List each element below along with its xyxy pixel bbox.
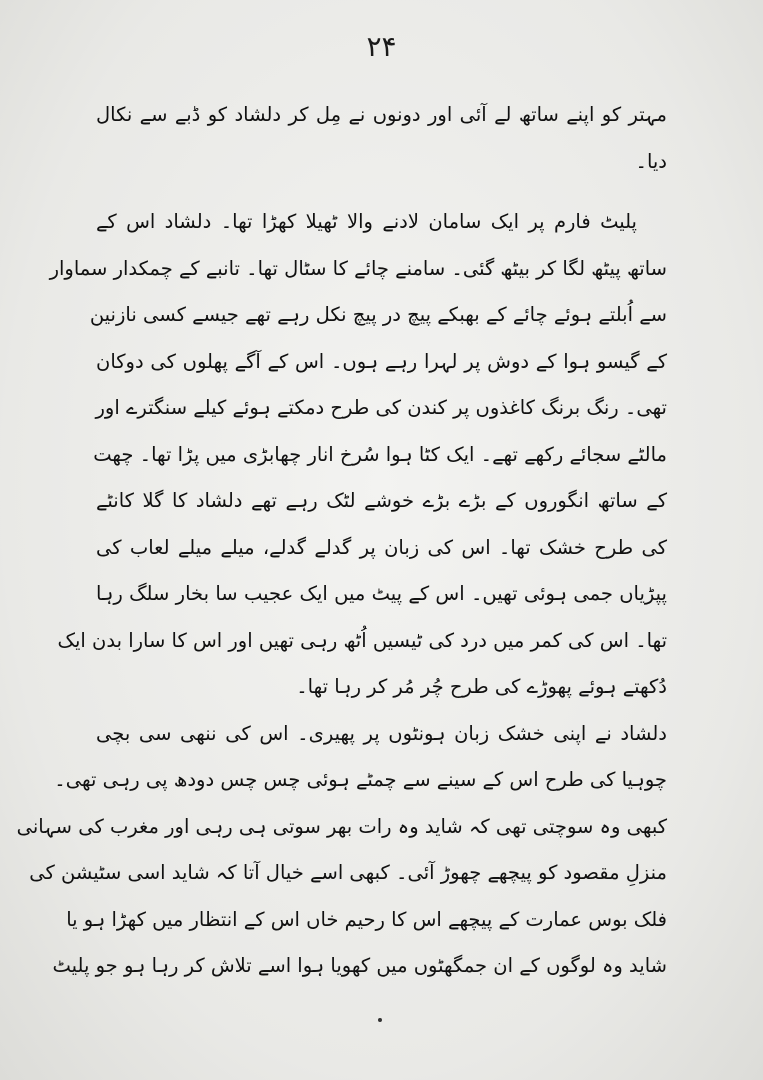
text-line: کی طرح خشک تھا۔ اس کی زبان پر گدلے گدلے، میلے میلے لعاب کی	[96, 535, 667, 559]
text-line: دُکھتے ہوئے پھوڑے کی طرح چُر مُر کر رہا تھا۔	[296, 675, 667, 698]
text-line: تھا۔ اس کی کمر میں درد کی ٹیسیں اُٹھ رہی تھیں اور اس کا سارا بدن ایک	[57, 628, 667, 652]
ink-dot	[378, 1018, 382, 1022]
text-line: تھی۔ رنگ برنگ کاغذوں پر کندن کی طرح دمکتے ہوئے کیلے سنگترے اور	[95, 396, 667, 419]
text-line: پلیٹ فارم پر ایک سامان لادنے والا ٹھیلا کھڑا تھا۔ دلشاد اس کے	[96, 210, 637, 233]
text-line: سے اُبلتے ہوئے چائے کے بھبکے پیچ در پیچ نکل رہے تھے جیسے کسی نازنین	[89, 303, 667, 326]
text-line: منزلِ مقصود کو پیچھے چھوڑ آئی۔ کبھی اسے خیال آتا کہ شاید اسی سٹیشن کی	[29, 861, 667, 884]
text-line: کے ساتھ انگوروں کے بڑے بڑے خوشے لٹک رہے تھے دلشاد کا گلا کانٹے	[96, 489, 667, 512]
text-line: دیا۔	[635, 149, 667, 173]
urdu-text-block	[16, 92, 667, 990]
page-number: ۲۴	[366, 30, 397, 63]
text-line: پپڑیاں جمی ہوئی تھیں۔ اس کے پیٹ میں ایک عجیب سا بخار سلگ رہا	[96, 582, 667, 605]
paragraph-gap	[96, 185, 667, 199]
text-line: فلک بوس عمارت کے پیچھے اس کا رحیم خاں اس کے انتظار میں کھڑا ہو یا	[66, 907, 667, 931]
text-line: کبھی وہ سوچتی تھی کہ شاید وہ رات بھر سوتی ہی رہی اور مغرب کی سہانی	[16, 814, 667, 838]
text-line: مہتر کو اپنے ساتھ لے آئی اور دونوں نے مِل کر دلشاد کو ڈبے سے نکال	[96, 103, 667, 126]
text-line: کے گیسو ہوا کے دوش پر لہرا رہے ہوں۔ اس کے آگے پھلوں کی دوکان	[96, 349, 667, 373]
text-line: چوہیا کی طرح اس کے سینے سے چمٹے ہوئی چس چس دودھ پی رہی تھی۔	[54, 768, 667, 791]
text-line: دلشاد نے اپنی خشک زبان ہونٹوں پر پھیری۔ اس کی ننھی سی بچی	[96, 721, 667, 745]
text-line: شاید وہ لوگوں کے ان جمگھٹوں میں کھویا ہوا اسے تلاش کر رہا ہو جو پلیٹ	[52, 954, 667, 977]
text-line: مالٹے سجائے رکھے تھے۔ ایک کٹا ہوا سُرخ انار چھابڑی میں پڑا تھا۔ چھت	[93, 442, 667, 466]
text-line: ساتھ پیٹھ لگا کر بیٹھ گئی۔ سامنے چائے کا سٹال تھا۔ تانبے کے چمکدار سماوار	[49, 256, 667, 280]
